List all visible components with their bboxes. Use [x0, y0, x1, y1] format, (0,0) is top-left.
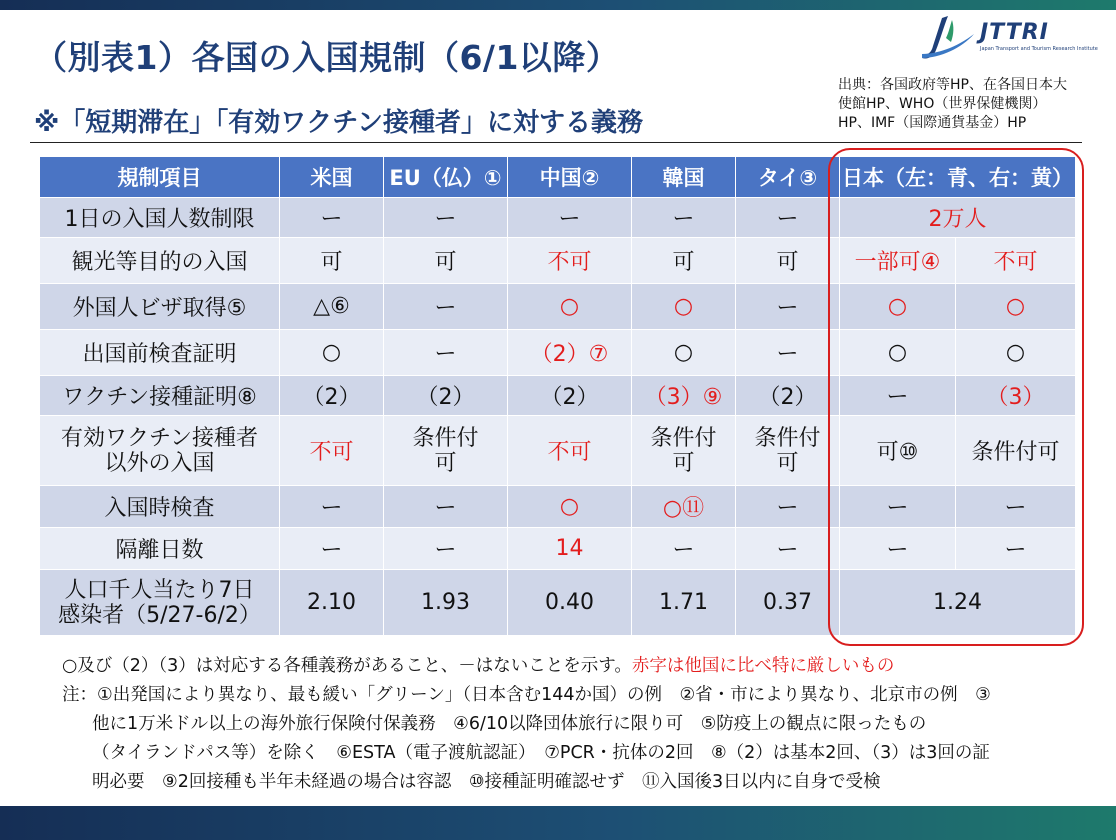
cell-korea: ー: [632, 198, 736, 238]
cell-us: ー: [280, 486, 384, 528]
cell-us: 2.10: [280, 570, 384, 636]
logo-tagline: Japan Transport and Tourism Research Institute: [980, 46, 1098, 52]
cell-china: 不可: [508, 238, 632, 284]
cell-us: ー: [280, 198, 384, 238]
cell-us: △⑥: [280, 284, 384, 330]
cell-eu-line1: 条件付: [412, 425, 479, 451]
cell-china: 0.40: [508, 570, 632, 636]
cell-japan-blue: ー: [840, 528, 956, 570]
cell-korea: ー: [632, 528, 736, 570]
cell-japan-yellow: ー: [956, 528, 1076, 570]
row-label-line1: 有効ワクチン接種者: [61, 425, 258, 451]
cell-us: ○: [280, 330, 384, 376]
cell-eu: ー: [384, 528, 508, 570]
header-korea: 韓国: [632, 157, 736, 198]
header-eu: EU（仏）①: [384, 157, 508, 198]
cell-china: （2）⑦: [508, 330, 632, 376]
cell-thailand: 可: [736, 238, 840, 284]
cell-us: ー: [280, 528, 384, 570]
cell-korea-line1: 条件付: [650, 425, 717, 451]
footnotes: [62, 652, 1072, 797]
source-citation: 出典：各国政府等HP、在各国日本大使館HP、WHO（世界保健機関）HP、IMF（国際通貨基金）HP: [838, 77, 1067, 131]
header-item: 規制項目: [40, 157, 280, 198]
cell-eu: ー: [384, 486, 508, 528]
note-line-2: 他に1万米ドル以上の海外旅行保険付保義務 ④6/10以降団体旅行に限り可 ⑤防疫上の観点に限ったもの: [92, 714, 927, 734]
row-label-line2: 感染者（5/27-6/2）: [58, 602, 261, 628]
cell-korea: 1.71: [632, 570, 736, 636]
title-divider: [30, 142, 1082, 143]
cell-korea: [632, 416, 736, 486]
top-accent-bar: [0, 0, 1116, 10]
cell-japan-yellow: 不可: [956, 238, 1076, 284]
cell-china: ○: [508, 486, 632, 528]
logo-wordmark: JTTRI: [980, 20, 1049, 45]
cell-eu: 可: [384, 238, 508, 284]
row-label: 外国人ビザ取得⑤: [40, 284, 280, 330]
cell-korea: 可: [632, 238, 736, 284]
cell-japan-yellow: （3）: [956, 376, 1076, 416]
page-title: （別表1）各国の入国規制（6/1以降）: [34, 38, 620, 77]
jttri-logo-icon: [918, 14, 976, 62]
cell-japan-blue: 可⑩: [840, 416, 956, 486]
cell-japan-yellow: ○: [956, 330, 1076, 376]
row-label: 隔離日数: [40, 528, 280, 570]
cell-thailand: ー: [736, 528, 840, 570]
cell-thailand: ー: [736, 486, 840, 528]
note-line-1: 注：①出発国により異なり、最も緩い「グリーン」（日本含む144か国）の例 ②省・市により異なり、北京市の例 ③: [62, 685, 991, 705]
row-label: 観光等目的の入国: [40, 238, 280, 284]
row-label: 出国前検査証明: [40, 330, 280, 376]
jttri-logo: [918, 14, 1098, 62]
cell-korea-line2: 可: [672, 450, 695, 476]
japan-highlight-frame: [828, 148, 1084, 646]
header-thailand: タイ③: [736, 157, 840, 198]
cell-us: 不可: [280, 416, 384, 486]
cell-thailand: ー: [736, 198, 840, 238]
cell-eu: 1.93: [384, 570, 508, 636]
row-label: 入国時検査: [40, 486, 280, 528]
row-label: [40, 570, 280, 636]
cell-eu: ー: [384, 284, 508, 330]
page-subtitle: ※「短期滞在」「有効ワクチン接種者」に対する義務: [34, 108, 643, 138]
legend-red-text: 赤字は他国に比べ特に厳しいもの: [631, 656, 895, 676]
cell-eu: [384, 416, 508, 486]
cell-japan-blue: ー: [840, 376, 956, 416]
cell-japan-yellow: ー: [956, 486, 1076, 528]
note-line-3: （タイランドパス等）を除く ⑥ESTA（電子渡航認証） ⑦PCR・抗体の2回 ⑧（2）は基本2回、（3）は3回の証: [92, 743, 990, 763]
cell-japan-blue: 一部可④: [840, 238, 956, 284]
cell-thailand: （2）: [736, 376, 840, 416]
cell-japan-yellow: ○: [956, 284, 1076, 330]
cell-thailand: ー: [736, 284, 840, 330]
bottom-accent-bar: [0, 806, 1116, 840]
header-japan: 日本（左：青、右：黄）: [840, 157, 1076, 198]
cell-japan: 2万人: [840, 198, 1076, 238]
cell-korea: ○: [632, 330, 736, 376]
cell-eu-line2: 可: [434, 450, 457, 476]
cell-japan-blue: ー: [840, 486, 956, 528]
cell-eu: ー: [384, 198, 508, 238]
cell-china: 不可: [508, 416, 632, 486]
cell-china: ○: [508, 284, 632, 330]
cell-korea: （3）⑨: [632, 376, 736, 416]
row-label-line1: 人口千人当たり7日: [64, 577, 255, 603]
cell-korea: ○: [632, 284, 736, 330]
cell-eu: （2）: [384, 376, 508, 416]
cell-us: （2）: [280, 376, 384, 416]
cell-korea: ○⑪: [632, 486, 736, 528]
row-label: [40, 416, 280, 486]
cell-us: 可: [280, 238, 384, 284]
cell-thailand: [736, 416, 840, 486]
cell-japan-blue: ○: [840, 284, 956, 330]
legend-text: ○及び（2）（3）は対応する各種義務があること、－はないことを示す。: [62, 656, 632, 676]
cell-japan: 1.24: [840, 570, 1076, 636]
cell-china: ー: [508, 198, 632, 238]
row-label: ワクチン接種証明⑧: [40, 376, 280, 416]
legend-note: [62, 652, 1072, 681]
cell-china: 14: [508, 528, 632, 570]
cell-japan-blue: ○: [840, 330, 956, 376]
row-label: 1日の入国人数制限: [40, 198, 280, 238]
cell-thailand-line1: 条件付: [754, 425, 821, 451]
row-label-line2: 以外の入国: [104, 450, 215, 476]
cell-thailand-line2: 可: [776, 450, 799, 476]
cell-thailand: ー: [736, 330, 840, 376]
cell-japan-yellow: 条件付可: [956, 416, 1076, 486]
note-line-4: 明必要 ⑨2回接種も半年未経過の場合は容認 ⑩接種証明確認せず ⑪入国後3日以内に自身で受検: [92, 772, 881, 792]
cell-thailand: 0.37: [736, 570, 840, 636]
header-us: 米国: [280, 157, 384, 198]
cell-china: （2）: [508, 376, 632, 416]
cell-eu: ー: [384, 330, 508, 376]
header-china: 中国②: [508, 157, 632, 198]
